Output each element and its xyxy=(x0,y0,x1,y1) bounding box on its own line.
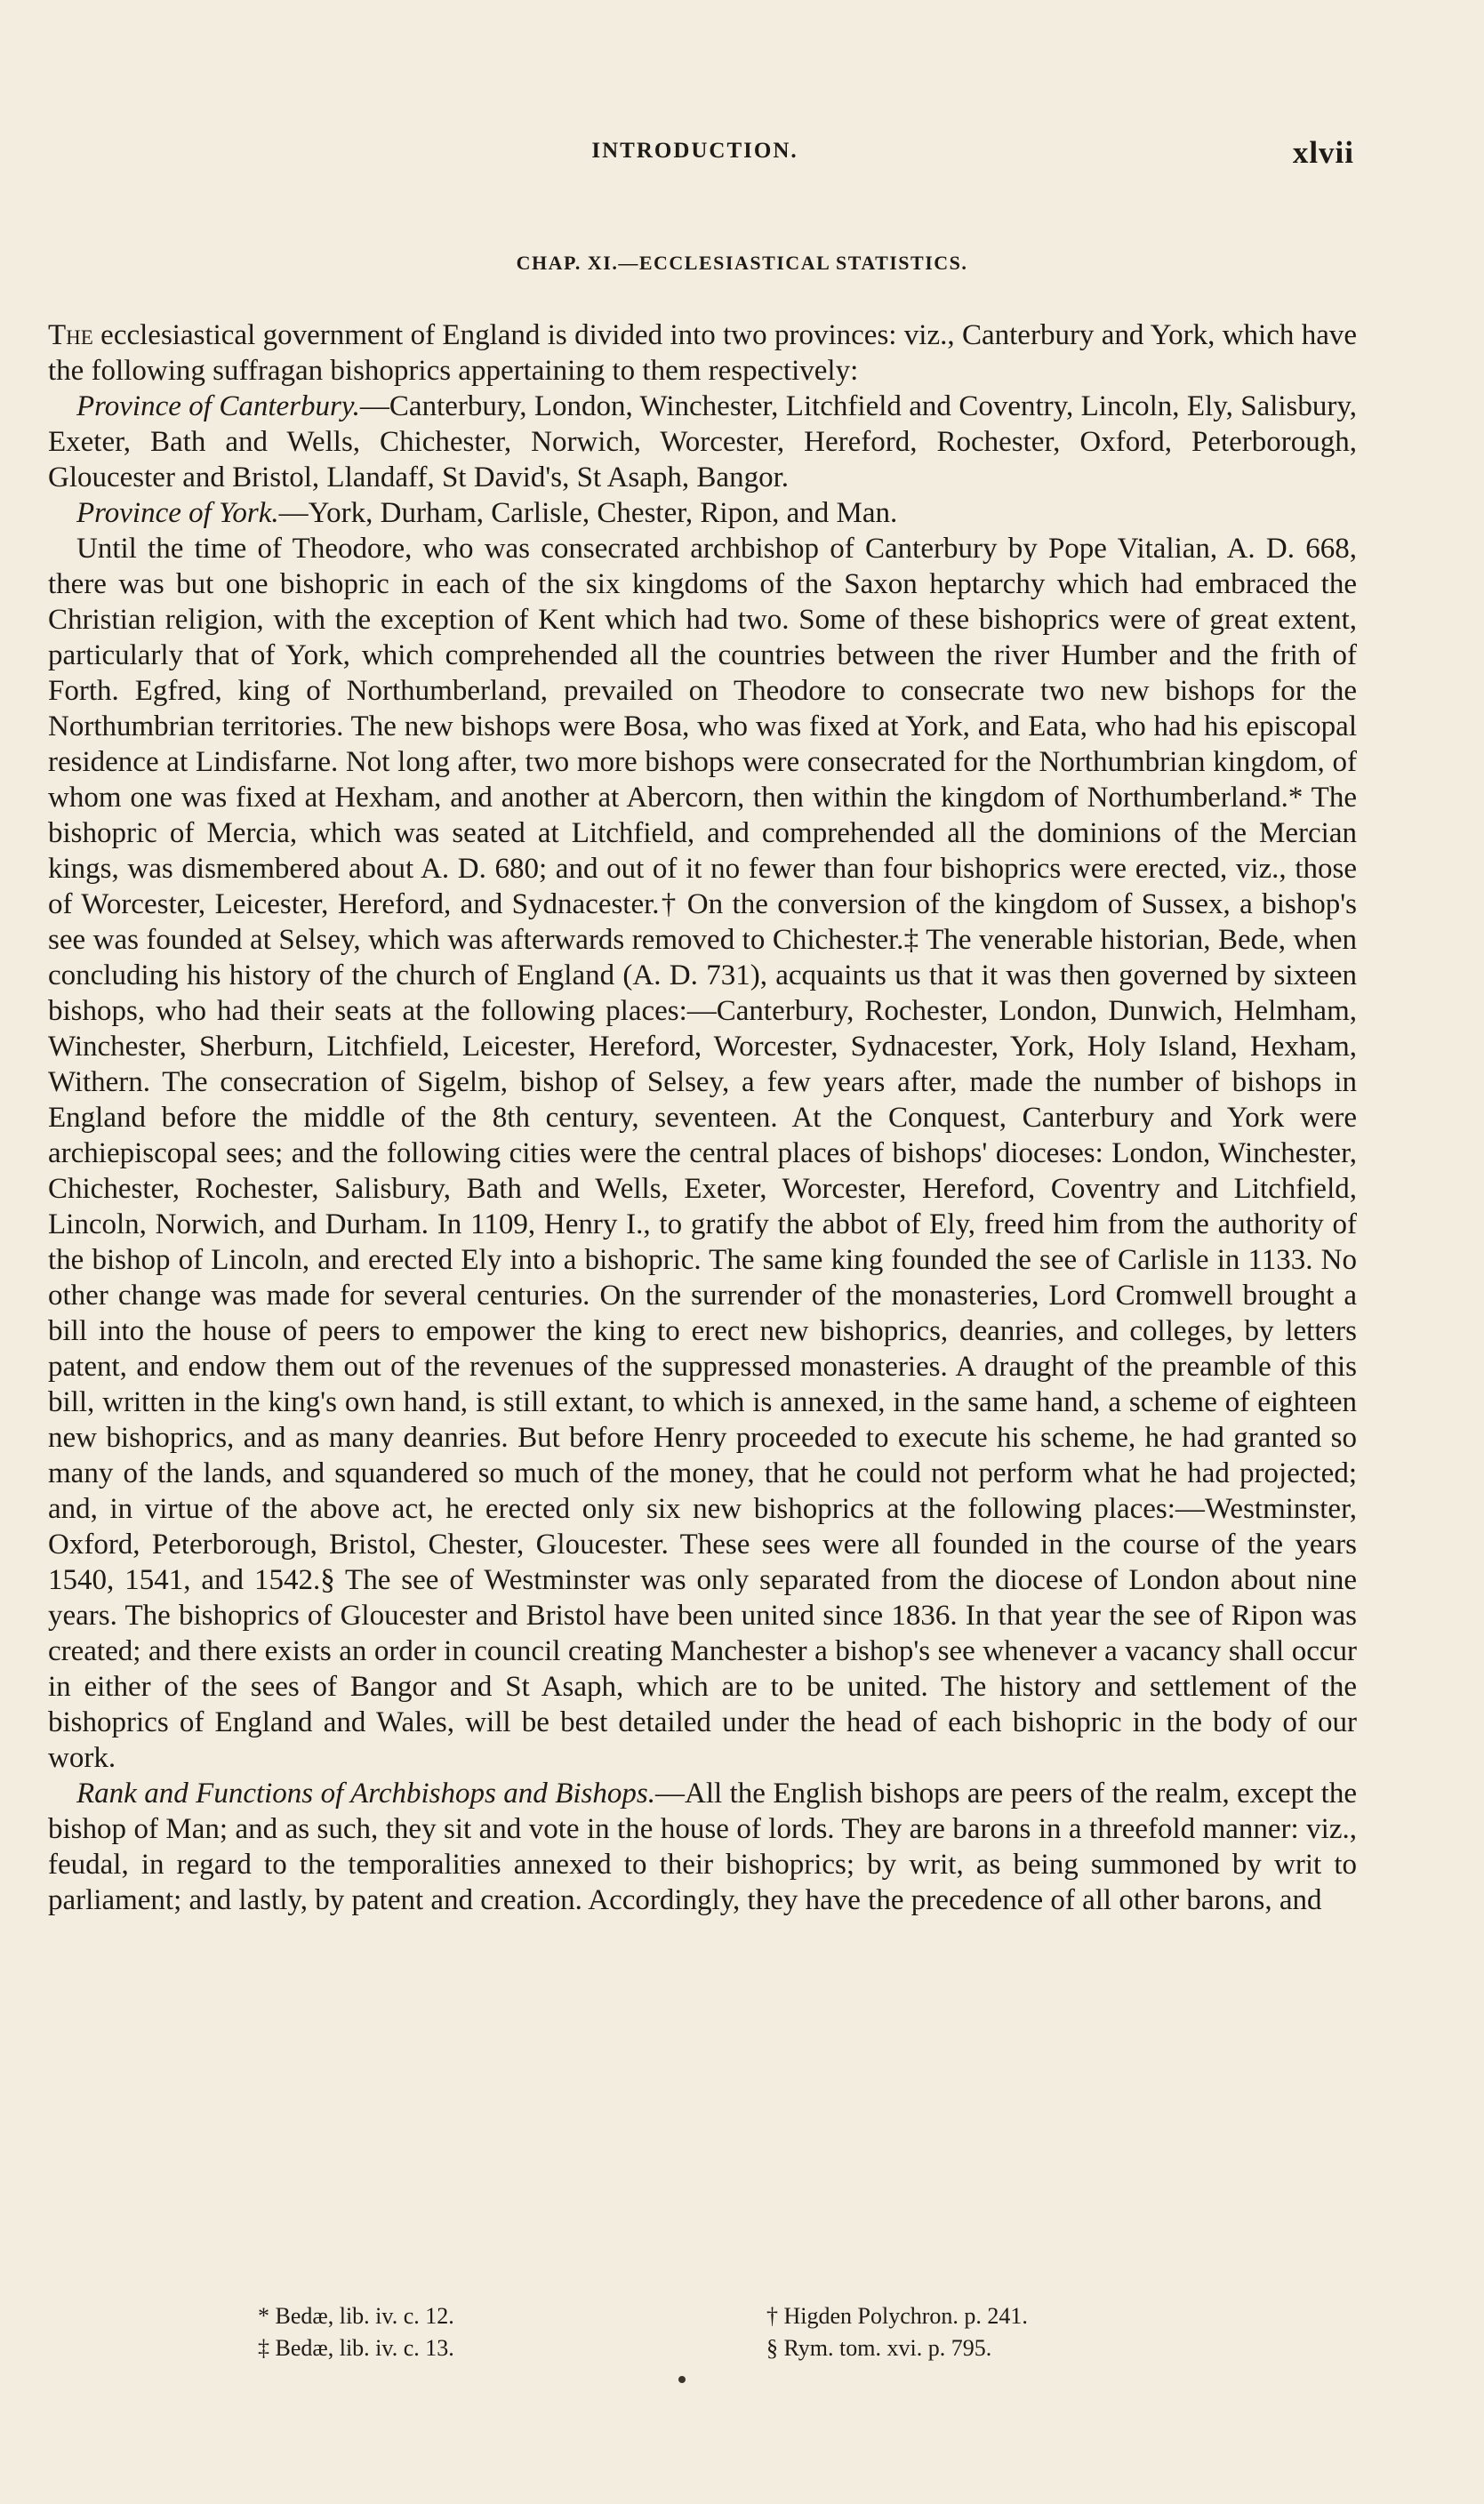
printer-mark xyxy=(678,2376,686,2383)
chapter-heading: CHAP. XI.—ECCLESIASTICAL STATISTICS. xyxy=(516,252,968,274)
rank-functions-text: —All the English bishops are peers of the realm, except the bishop of Man; and as such, they sit and vote in the house of lords. They are barons in a threefold manner: viz., feudal, in regard to the temporalities annexed to their bishoprics; by writ, as being summoned by writ to parliament; and lastly, by patent and creation. Accordingly, they have the precedence of all other barons, and xyxy=(48,1778,1357,1916)
running-head xyxy=(36,135,1354,174)
rank-functions-heading: Rank and Functions of Archbishops and Bishops. xyxy=(76,1778,655,1810)
paragraph-intro xyxy=(48,317,1357,389)
paragraph-intro-text: ecclesiastical government of England is divided into two provinces: viz., Canterbury and York, which have the following suffragan bishoprics appertaining to them respectively: xyxy=(48,319,1357,387)
body-text xyxy=(48,317,1357,1918)
footnote-bedae-12: * Bedæ, lib. iv. c. 12. xyxy=(258,2303,454,2329)
province-canterbury-text: —Canterbury, London, Winchester, Litchfield and Coventry, Lincoln, Ely, Salisbury, Exeter, Bath and Wells, Chichester, Norwich, Worcester, Hereford, Rochester, Oxford, Peterborough, Gloucester and Bristol, Llandaff, St David's, St Asaph, Bangor. xyxy=(48,390,1357,494)
running-head-title: INTRODUCTION. xyxy=(591,139,798,163)
footnote-rymer: § Rym. tom. xvi. p. 795. xyxy=(766,2335,992,2361)
footnotes xyxy=(0,2300,1484,2372)
page-number: xlvii xyxy=(1292,135,1354,170)
paragraph-intro-lead: The xyxy=(48,319,93,351)
paragraph-rank-functions xyxy=(48,1776,1357,1918)
province-canterbury-heading: Province of Canterbury. xyxy=(76,390,360,422)
paragraph-province-york xyxy=(48,495,1357,531)
paragraph-province-canterbury xyxy=(48,389,1357,495)
province-york-heading: Province of York. xyxy=(76,497,279,529)
province-york-text: —York, Durham, Carlisle, Chester, Ripon, and Man. xyxy=(278,497,898,529)
footnote-higden: † Higden Polychron. p. 241. xyxy=(766,2303,1028,2329)
paragraph-history: Until the time of Theodore, who was consecrated archbishop of Canterbury by Pope Vitalian, A. D. 668, there was but one bishopric in each of the six kingdoms of the Saxon heptarchy which had embraced the Christian religion, with the exception of Kent which had two. Some of these bishoprics were of great extent, particularly that of York, which comprehended all the countries between the river Humber and the frith of Forth. Egfred, king of Northumberland, prevailed on Theodore to consecrate two new bishops for the Northumbrian territories. The new bishops were Bosa, who was fixed at York, and Eata, who had his episcopal residence at Lindisfarne. Not long after, two more bishops were consecrated for the Northumbrian kingdom, of whom one was fixed at Hexham, and another at Abercorn, then within the kingdom of Northumberland.* The bishopric of Mercia, which was seated at Litchfield, and comprehended all the dominions of the Mercian kings, was dismembered about A. D. 680; and out of it no fewer than four bishoprics were erected, viz., those of Worcester, Leicester, Hereford, and Sydnacester.† On the conversion of the kingdom of Sussex, a bishop's see was founded at Selsey, which was afterwards removed to Chichester.‡ The venerable historian, Bede, when concluding his history of the church of England (A. D. 731), acquaints us that it was then governed by sixteen bishops, who had their seats at the following places:—Canterbury, Rochester, London, Dunwich, Helmham, Winchester, Sherburn, Litchfield, Leicester, Hereford, Worcester, Sydnacester, York, Holy Island, Hexham, Withern. The consecration of Sigelm, bishop of Selsey, a few years after, made the number of bishops in England before the middle of the 8th century, seventeen. At the Conquest, Canterbury and York were archiepiscopal sees; and the following cities were the central places of bishops' dioceses: London, Winchester, Chichester, Rochester, Salisbury, Bath and Wells, Exeter, Worcester, Hereford, Coventry and Litchfield, Lincoln, Norwich, and Durham. In 1109, Henry I., to gratify the abbot of Ely, freed him from the authority of the bishop of Lincoln, and erected Ely into a bishopric. The same king founded the see of Carlisle in 1133. No other change was made for several centuries. On the surrender of the monasteries, Lord Cromwell brought a bill into the house of peers to empower the king to erect new bishoprics, deanries, and colleges, by letters patent, and endow them out of the revenues of the suppressed monasteries. A draught of the preamble of this bill, written in the king's own hand, is still extant, to which is annexed, in the same hand, a scheme of eighteen new bishoprics, and as many deanries. But before Henry proceeded to execute his scheme, he had granted so many of the lands, and squandered so much of the money, that he could not perform what he had projected; and, in virtue of the above act, he erected only six new bishoprics at the following places:—Westminster, Oxford, Peterborough, Bristol, Chester, Gloucester. These sees were all founded in the course of the years 1540, 1541, and 1542.§ The see of Westminster was only separated from the diocese of London about nine years. The bishoprics of Gloucester and Bristol have been united since 1836. In that year the see of Ripon was created; and there exists an order in council creating Manchester a bishop's see whenever a vacancy shall occur in either of the sees of Bangor and St Asaph, which are to be united. The history and settlement of the bishoprics of England and Wales, will be best detailed under the head of each bishopric in the body of our work. xyxy=(48,533,1357,1774)
footnote-bedae-13: ‡ Bedæ, lib. iv. c. 13. xyxy=(258,2335,454,2361)
